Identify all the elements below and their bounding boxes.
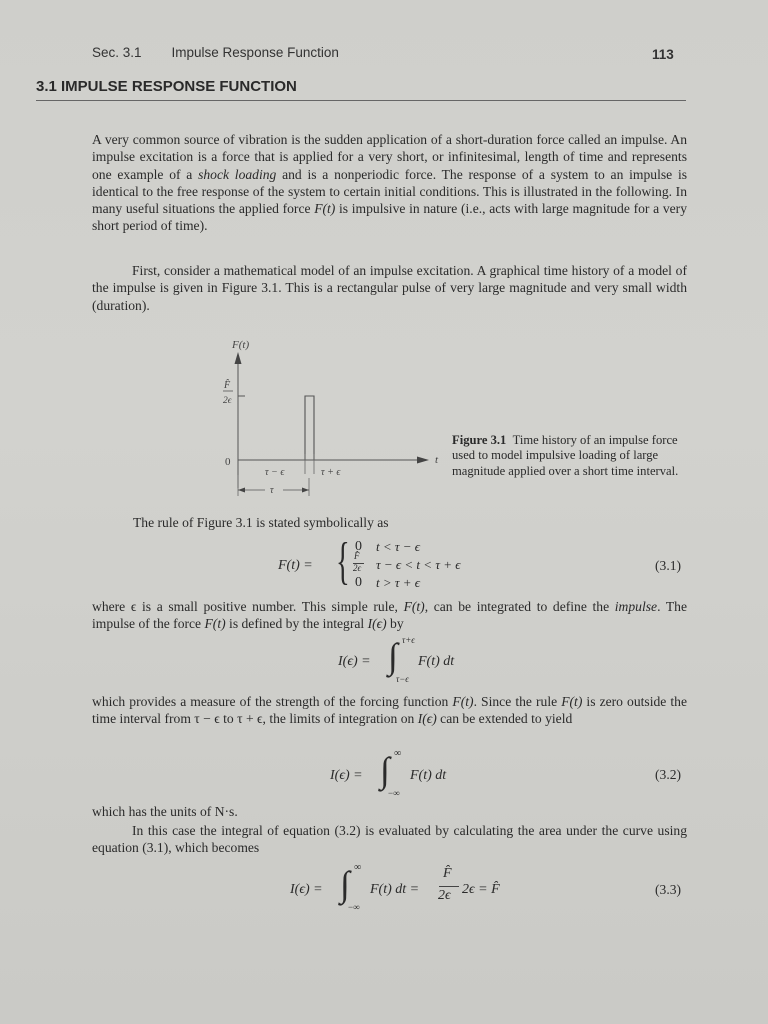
eq33-lhs: I(ϵ) = — [290, 882, 323, 897]
body4-text-c: is zero outside the time interval from τ − ϵ to τ + ϵ, the limits of integration on — [92, 694, 687, 727]
header-title: Impulse Response Function — [171, 45, 339, 60]
body3-symbol: F(t) — [403, 599, 425, 614]
body3-symbol-2: F(t) — [204, 616, 226, 632]
height-label-den: 2ϵ — [223, 396, 232, 406]
eq33-frac-den: 2ϵ — [438, 888, 451, 903]
body4-text-a: which provides a measure of the strength of the forcing function — [92, 694, 453, 709]
eq33-upper: ∞ — [354, 862, 362, 873]
eq-impulse-integrand: F(t) dt — [418, 654, 455, 669]
eq31-case2-den: 2ϵ — [353, 563, 362, 573]
equation-impulse — [338, 635, 498, 686]
equation-3-3 — [290, 862, 550, 916]
eq31-lhs: F(t) = — [278, 558, 313, 573]
running-header — [92, 45, 339, 60]
equation-3-1 — [278, 533, 538, 598]
eq31-case1-value: 0 — [355, 539, 362, 554]
eq-impulse-integral-sign: ∫ — [388, 636, 398, 676]
header-section: Sec. 3.1 — [92, 45, 142, 60]
x-axis-label: t — [435, 454, 439, 466]
body3-text-a: where ϵ is a small positive number. This simple rule, — [92, 599, 404, 614]
eq32-integral-sign: ∫ — [380, 750, 390, 790]
eq33-tail: 2ϵ = F̂ — [462, 882, 500, 897]
tick-right-label: τ + ϵ — [321, 467, 341, 478]
eq31-case3-condition: t > τ + ϵ — [376, 575, 421, 590]
eq32-lhs: I(ϵ) = — [330, 768, 363, 783]
eq32-lower: −∞ — [388, 788, 400, 798]
body3-symbol-3: I(ϵ) — [367, 616, 387, 632]
height-label-num: F̂ — [224, 380, 231, 391]
origin-label: 0 — [225, 456, 231, 468]
body3-text-d: is defined by the integral — [225, 616, 368, 632]
page-number: 113 — [652, 47, 674, 62]
equation-3-2 — [330, 748, 490, 800]
caption-text: Time history of an impulse force used to model impulsive loading of large magnitude applied over a short time interval. — [452, 433, 679, 478]
units-paragraph: which has the units of N·s. — [92, 804, 238, 819]
eq33-frac-bar — [439, 886, 459, 887]
eq-impulse-upper: τ+ϵ — [402, 635, 415, 645]
y-axis-arrow-icon — [235, 352, 242, 364]
eq32-number: (3.2) — [655, 767, 682, 782]
body4-symbol-3: I(ϵ) — [417, 711, 437, 727]
body4-text-d: can be extended to yield — [436, 711, 573, 727]
caption-label: Figure 3.1 — [452, 433, 507, 447]
intro-paragraph — [92, 131, 687, 235]
eq31-case3-value: 0 — [355, 575, 362, 590]
model-paragraph: First, consider a mathematical model of an impulse excitation. A graphical time history of a model of the impulse is given in Figure 3.1. This is a rectangular pulse of very large magnitude and very small width (duration). — [92, 263, 687, 313]
eq33-number: (3.3) — [655, 882, 682, 897]
impulse-definition-paragraph — [92, 598, 687, 633]
body3-emphasis: impulse — [614, 599, 658, 614]
tau-arrow-right-icon — [302, 488, 309, 493]
impulse-pulse — [305, 396, 314, 460]
eq33-integrand: F(t) dt = — [370, 882, 420, 897]
body4-symbol: F(t) — [452, 694, 474, 709]
eq-impulse-lower: τ−ϵ — [396, 674, 409, 684]
eq31-case2-condition: τ − ϵ < t < τ + ϵ — [376, 557, 461, 572]
figure-caption — [452, 433, 692, 479]
rule-sentence: The rule of Figure 3.1 is stated symbolically as — [133, 515, 389, 530]
tau-label: τ — [270, 485, 274, 496]
body3-text-c: . The impulse of the force — [92, 599, 687, 632]
tick-left-label: τ − ϵ — [265, 467, 285, 478]
heading-rule — [36, 100, 686, 101]
body4-symbol-2: F(t) — [561, 694, 583, 709]
eq33-integral-sign: ∫ — [340, 864, 350, 904]
body3-text-b: , can be integrated to define the — [424, 599, 615, 614]
eq33-frac-num: F̂ — [443, 866, 452, 881]
para1-text-b: and is a nonperiodic force. The response of a system to an impulse is identical to the free response of the system to certain initial conditions. This is illustrated in the following. In many useful situations the applied force — [92, 166, 688, 217]
eq-impulse-lhs: I(ϵ) = — [338, 654, 371, 669]
eq33-lower: −∞ — [348, 902, 360, 912]
limits-paragraph — [92, 693, 687, 728]
para1-text-a: A very common source of vibration is the sudden application of a short-duration force called an impulse. An impulse excitation is a force that is applied for a very short, or infinitesimal, length of time and represents one example of a — [92, 132, 687, 182]
body4-text-b: . Since the rule — [473, 694, 562, 709]
para1-symbol: F(t) — [314, 201, 336, 217]
eq31-brace: { — [336, 533, 350, 590]
body3-text-e: by — [386, 616, 404, 632]
eq32-upper: ∞ — [394, 748, 402, 759]
section-heading: 3.1 IMPULSE RESPONSE FUNCTION — [36, 78, 297, 95]
y-axis-label: F(t) — [232, 339, 250, 351]
area-paragraph: In this case the integral of equation (3.2) is evaluated by calculating the area under the curve using equation (3.1), which becomes — [92, 823, 687, 856]
eq31-case2-num: F̂ — [354, 551, 360, 561]
para1-text-c: is impulsive in nature (i.e., acts with large magnitude for a very short period of time). — [92, 201, 687, 234]
figure-3-1-plot — [195, 330, 445, 505]
tau-arrow-left-icon — [238, 488, 245, 493]
eq31-case1-condition: t < τ − ϵ — [376, 539, 421, 554]
eq32-integrand: F(t) dt — [410, 768, 447, 783]
para1-emphasis: shock loading — [198, 166, 277, 182]
eq31-number: (3.1) — [655, 558, 682, 573]
x-axis-arrow-icon — [417, 457, 429, 464]
